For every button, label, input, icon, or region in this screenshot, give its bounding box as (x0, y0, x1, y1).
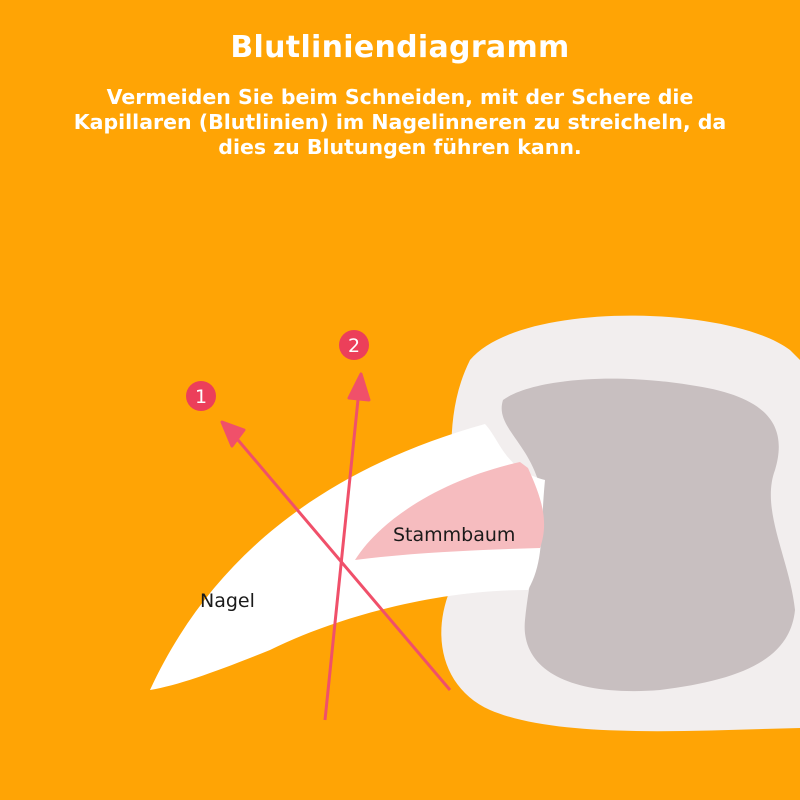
nail-label: Nagel (200, 590, 255, 612)
diagram-description: Vermeiden Sie beim Schneiden, mit der Schere die Kapillaren (Blutlinien) im Nagelinneren zu streicheln, da dies zu Blutungen führen kann. (73, 85, 727, 159)
marker-2-number: 2 (347, 335, 361, 357)
arrow-2-head (349, 374, 369, 400)
marker-1-number: 1 (194, 386, 208, 408)
quick-label: Stammbaum (393, 524, 516, 546)
toe-inner-shape (502, 379, 795, 691)
diagram-title: Blutliniendiagramm (230, 30, 570, 65)
